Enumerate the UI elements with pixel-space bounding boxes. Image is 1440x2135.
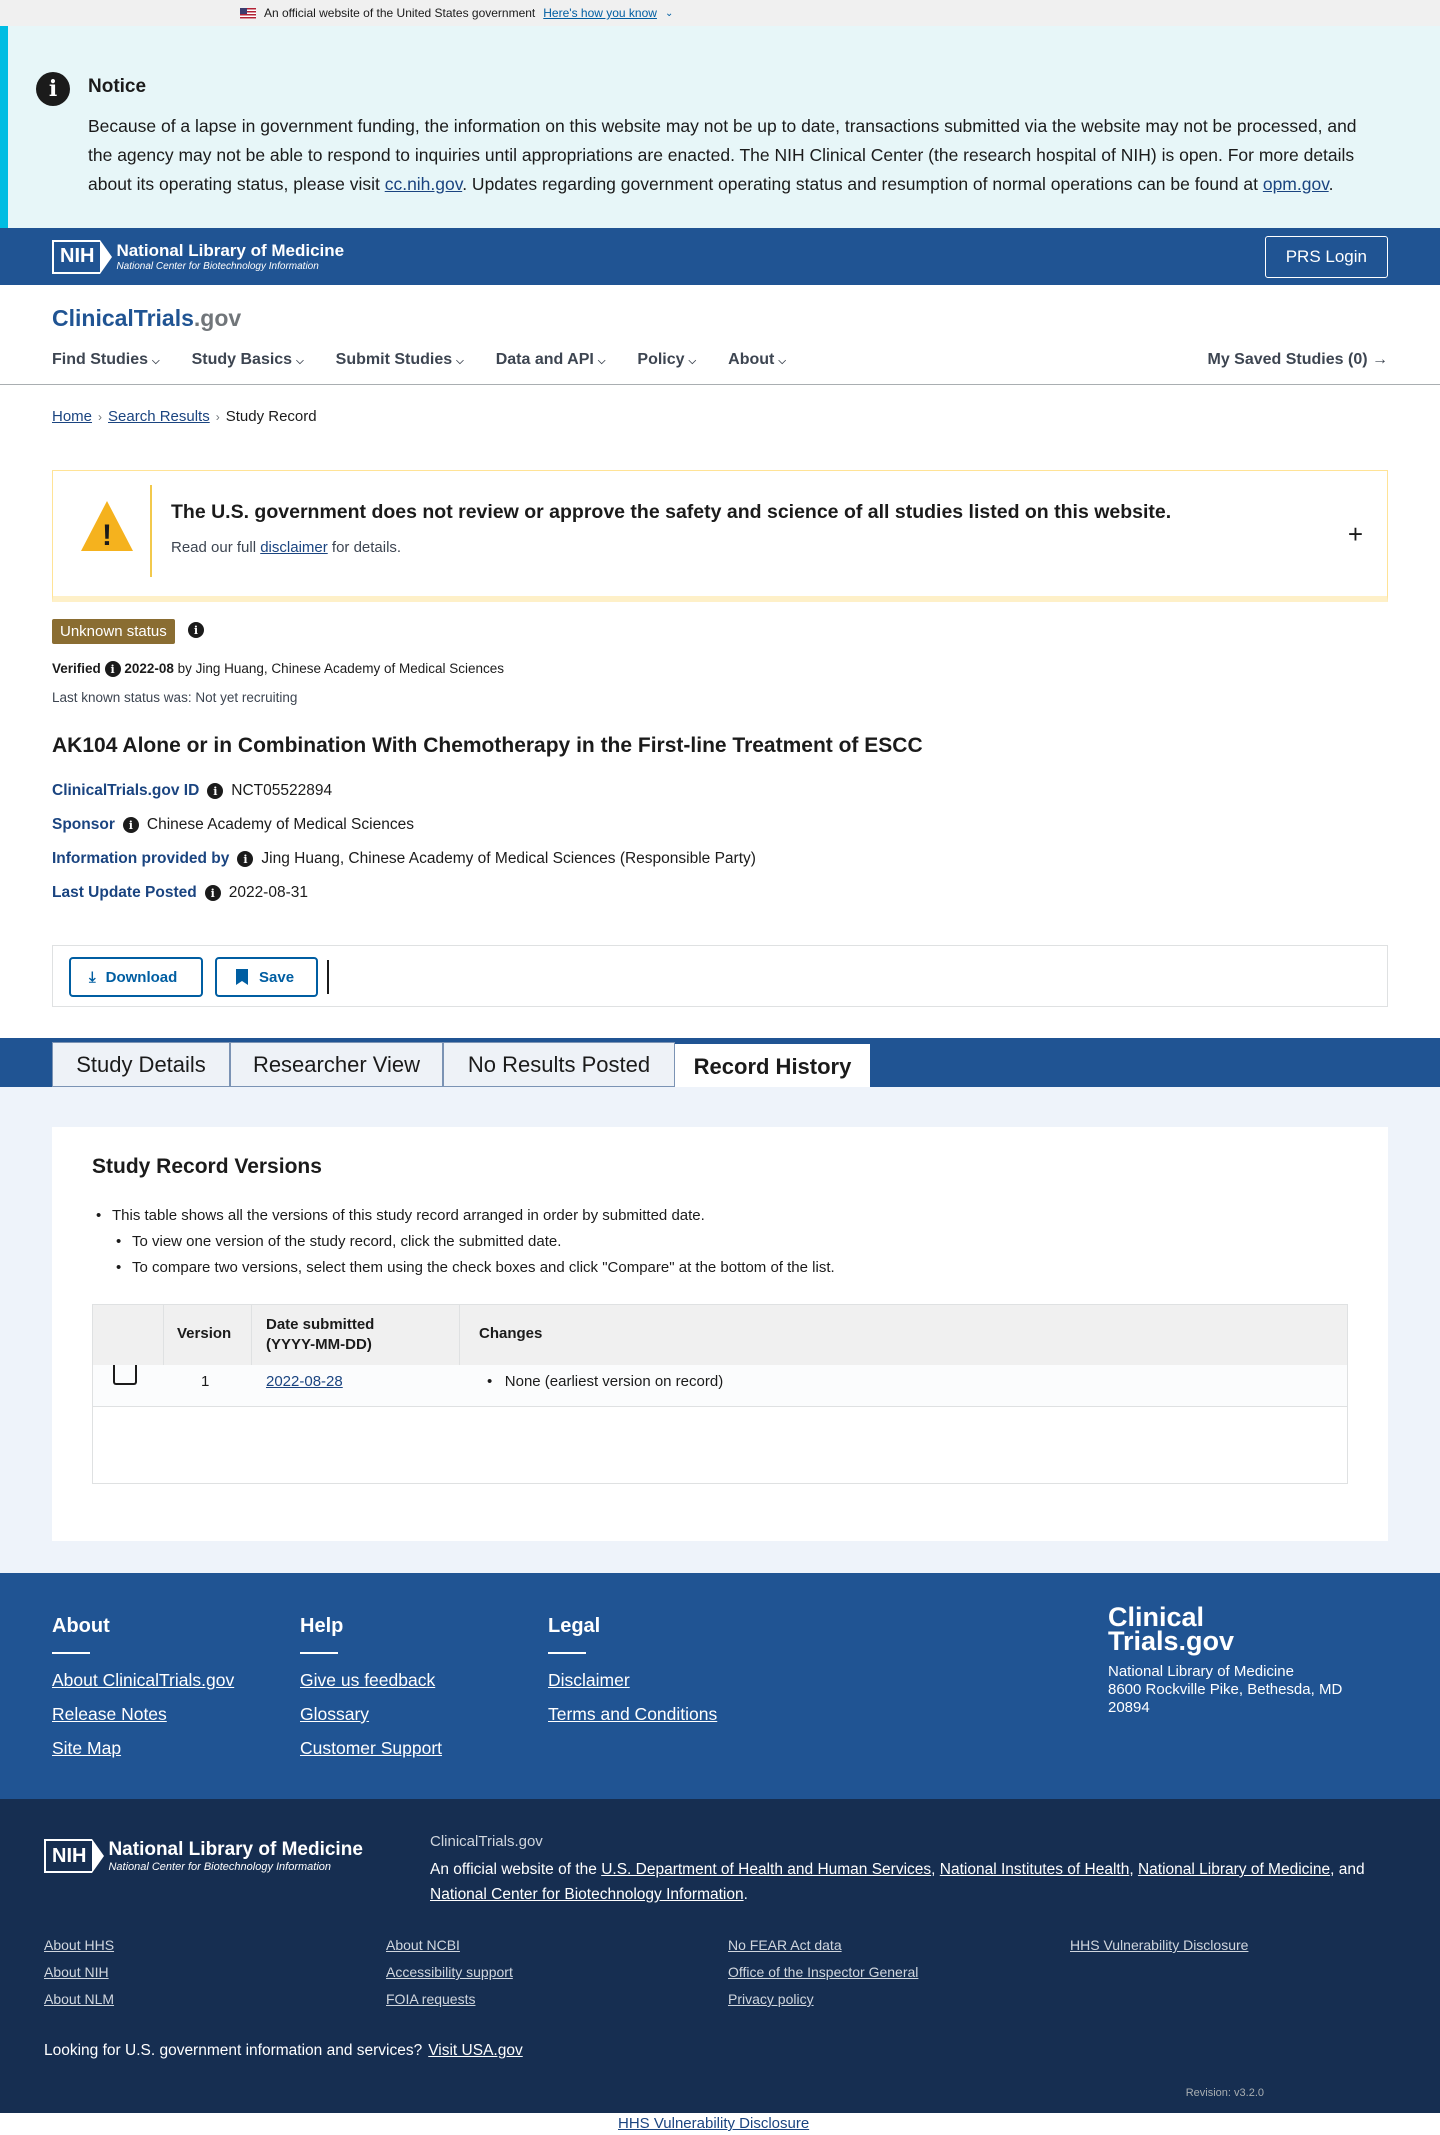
disclaimer-text: Read our full disclaimer for details. (171, 539, 402, 556)
nlm-header (0, 228, 1440, 285)
tab-no-results-posted[interactable]: No Results Posted (443, 1042, 675, 1087)
tab-study-details[interactable]: Study Details (52, 1042, 230, 1087)
footer-link[interactable]: Terms and Conditions (548, 1704, 718, 1724)
hhs-vulnerability-link[interactable]: HHS Vulnerability Disclosure (618, 2115, 810, 2132)
footer-bottom (0, 1799, 1440, 2113)
ncbi-link[interactable]: National Center for Biotechnology Information (430, 1886, 744, 1903)
footer-link[interactable]: FOIA requests (386, 1991, 476, 2007)
breadcrumb (52, 408, 317, 425)
disclaimer-title: The U.S. government does not review or approve the safety and science of all studies listed on this website. (171, 501, 1172, 523)
footer-site-name: ClinicalTrials.gov (430, 1833, 543, 1850)
version-date-link[interactable]: 2022-08-28 (266, 1373, 343, 1390)
notice-body: Because of a lapse in government funding, the information on this website may not be up to date, transactions submitted via the website may not be processed, and the agency may not be able to respond to inquiries until appropriations are enacted. The NIH Clinical Center (the research hospital of NIH) is open. For more details about its operating status, please visit cc.nih.gov. Updates regarding government operating status and resumption of normal operations can be found at opm.gov. (88, 116, 1357, 194)
gov-banner-text: An official website of the United States government (264, 6, 536, 20)
nav-study-basics[interactable]: Study Basics ⌵ (191, 351, 304, 368)
site-header (0, 285, 1440, 385)
nav-policy[interactable]: Policy ⌵ (637, 351, 697, 368)
col-date-submitted: Date submitted (YYYY-MM-DD) (266, 1316, 375, 1353)
chevron-right-icon: › (98, 409, 103, 424)
notice-title: Notice (88, 76, 147, 97)
meta-information-provided: Information provided by i Jing Huang, Chinese Academy of Medical Sciences (Responsible Party) (52, 850, 756, 867)
status-badge: Unknown status (52, 619, 175, 644)
main-nav (52, 351, 786, 369)
footer-about: About About ClinicalTrials.gov Release Notes Site Map (52, 1615, 235, 1758)
table-header (93, 1305, 1347, 1365)
nlm-title: National Library of Medicine (116, 241, 345, 260)
meta-nct-id: ClinicalTrials.gov ID i NCT05522894 (52, 782, 333, 799)
nih-logo-icon: NIH (52, 240, 100, 274)
info-icon[interactable]: i (237, 851, 253, 867)
footer-links-col2 (386, 1937, 513, 2018)
info-icon[interactable]: i (205, 885, 221, 901)
usa-gov-link[interactable]: Visit USA.gov (428, 2042, 523, 2059)
footer-brand (1108, 1602, 1343, 1717)
footer-link[interactable]: About ClinicalTrials.gov (52, 1670, 235, 1690)
nav-submit-studies[interactable]: Submit Studies ⌵ (335, 351, 464, 368)
footer-link[interactable]: HHS Vulnerability Disclosure (1070, 1937, 1249, 1953)
chevron-right-icon: › (215, 409, 220, 424)
footer-link[interactable]: No FEAR Act data (728, 1937, 842, 1953)
footer (0, 1573, 1440, 1799)
tabs-bar (0, 1038, 1440, 1087)
breadcrumb-search-results[interactable]: Search Results (108, 408, 210, 425)
footer-link[interactable]: Give us feedback (300, 1670, 436, 1690)
nlm-subtitle: National Center for Biotechnology Information (116, 261, 319, 272)
footer-link[interactable]: Customer Support (300, 1738, 443, 1758)
info-icon[interactable]: i (123, 817, 139, 833)
meta-last-update: Last Update Posted i 2022-08-31 (52, 884, 308, 901)
footer-official-text: An official website of the U.S. Department of Health and Human Services, National Institutes of Health, National Library of Medicine, and National Center for Biotechnology Information. (430, 1861, 1365, 1903)
cc-nih-link[interactable]: cc.nih.gov (384, 174, 463, 194)
nih-link[interactable]: National Institutes of Health (939, 1861, 1130, 1878)
col-version: Version (177, 1325, 232, 1342)
info-icon[interactable]: i (207, 783, 223, 799)
version-checkbox[interactable] (113, 1365, 137, 1385)
action-bar (52, 945, 1388, 1007)
footer-link[interactable]: About NLM (44, 1991, 115, 2007)
footer-link[interactable]: About NIH (44, 1964, 109, 1980)
revision-text: Revision: v3.2.0 (1185, 2087, 1264, 2099)
col-changes: Changes (479, 1325, 543, 1342)
versions-table (92, 1304, 1348, 1484)
site-logo[interactable]: ClinicalTrials.gov (52, 305, 242, 331)
footer-link[interactable]: Glossary (300, 1704, 370, 1724)
saved-studies-link[interactable]: My Saved Studies (0) → (1207, 351, 1388, 368)
version-number: 1 (201, 1373, 210, 1390)
nav-data-api[interactable]: Data and API ⌵ (495, 351, 606, 368)
nlm-link[interactable]: National Library of Medicine (1137, 1861, 1331, 1878)
verified-line: Verified i 2022-08 by Jing Huang, Chinese Academy of Medical Sciences (52, 661, 505, 676)
prs-login-button[interactable]: PRS Login (1265, 236, 1388, 278)
download-button[interactable]: ⤓ Download (69, 957, 203, 997)
save-button[interactable]: Save (215, 957, 318, 997)
info-icon[interactable]: i (105, 661, 121, 677)
footer-legal: Legal Disclaimer Terms and Conditions (548, 1615, 718, 1724)
version-changes: • None (earliest version on record) (487, 1373, 724, 1390)
how-you-know-link[interactable]: Here's how you know (543, 6, 657, 20)
notice-banner (0, 26, 1440, 228)
chevron-down-icon: ⌵ (688, 356, 697, 367)
info-icon: i (36, 72, 70, 106)
nlm-logo[interactable] (52, 240, 344, 274)
study-title: AK104 Alone or in Combination With Chemotherapy in the First-line Treatment of ESCC (52, 734, 923, 757)
disclaimer-link[interactable]: disclaimer (260, 539, 328, 556)
footer-links-col4 (1070, 1937, 1248, 1964)
chevron-down-icon: ⌵ (778, 356, 786, 367)
chevron-down-icon: ⌵ (456, 356, 464, 367)
footer-address: National Library of Medicine 8600 Rockville Pike, Bethesda, MD 20894 (1108, 1663, 1343, 1716)
history-title: Study Record Versions (92, 1155, 322, 1178)
arrow-right-icon: → (1372, 351, 1388, 368)
footer-link[interactable]: About NCBI (386, 1937, 460, 1953)
usa-gov-line: Looking for U.S. government information and services? Visit USA.gov (44, 2042, 523, 2059)
us-flag-icon (240, 8, 256, 19)
expand-plus-icon[interactable]: + (1347, 519, 1363, 549)
tab-researcher-view[interactable]: Researcher View (230, 1042, 443, 1087)
footer-link[interactable]: Office of the Inspector General (728, 1964, 919, 1980)
last-known-status: Last known status was: Not yet recruiting (52, 690, 298, 705)
breadcrumb-home[interactable]: Home (52, 408, 93, 425)
footer-link[interactable]: Disclaimer (548, 1670, 630, 1690)
breadcrumb-current: Study Record (225, 408, 317, 425)
chevron-down-icon: ⌵ (152, 356, 160, 367)
hhs-link[interactable]: U.S. Department of Health and Human Services (601, 1861, 932, 1878)
tab-record-history[interactable]: Record History (675, 1044, 870, 1089)
footer-link[interactable]: Privacy policy (728, 1991, 814, 2007)
info-icon[interactable]: i (188, 622, 204, 638)
footer-logo[interactable]: Clinical Trials.gov (1108, 1602, 1235, 1656)
footer-link[interactable]: Site Map (52, 1738, 122, 1758)
footer-nlm-logo[interactable]: NIH National Library of Medicine National Center for Biotechnology Information (44, 1839, 363, 1873)
disclaimer-alert: ! The U.S. government does not review or approve the safety and science of all studies listed on this website. Read our full disclaimer for details. + (52, 470, 1388, 602)
chevron-down-icon: ⌵ (296, 356, 304, 367)
footer-link[interactable]: About HHS (44, 1937, 115, 1953)
footer-links-col1 (44, 1937, 114, 2018)
download-icon: ⤓ (89, 968, 96, 986)
record-history-panel (52, 1127, 1388, 1541)
footer-links-col3 (728, 1937, 918, 2018)
opm-link[interactable]: opm.gov (1262, 174, 1329, 194)
chevron-down-icon[interactable]: ⌄ (664, 7, 674, 19)
footer-link[interactable]: Accessibility support (386, 1964, 513, 1980)
nav-find-studies[interactable]: Find Studies ⌵ (52, 351, 160, 368)
bookmark-icon (235, 968, 249, 986)
nih-logo-icon: NIH (44, 1839, 92, 1873)
history-instructions: • This table shows all the versions of this study record arranged in order by submitted date. • To view one version of the study record, click the submitted date. • To compare two versions, select them using the check boxes and click "Compare" at the bottom of the list. (92, 1203, 835, 1281)
meta-sponsor: Sponsor i Chinese Academy of Medical Sciences (52, 816, 414, 833)
table-row (93, 1365, 1347, 1407)
footer-link[interactable]: Release Notes (52, 1704, 167, 1724)
footer-help: Help Give us feedback Glossary Customer Support (300, 1615, 443, 1758)
gov-banner (0, 0, 1440, 26)
chevron-down-icon: ⌵ (597, 356, 606, 367)
nav-about[interactable]: About ⌵ (728, 351, 786, 368)
